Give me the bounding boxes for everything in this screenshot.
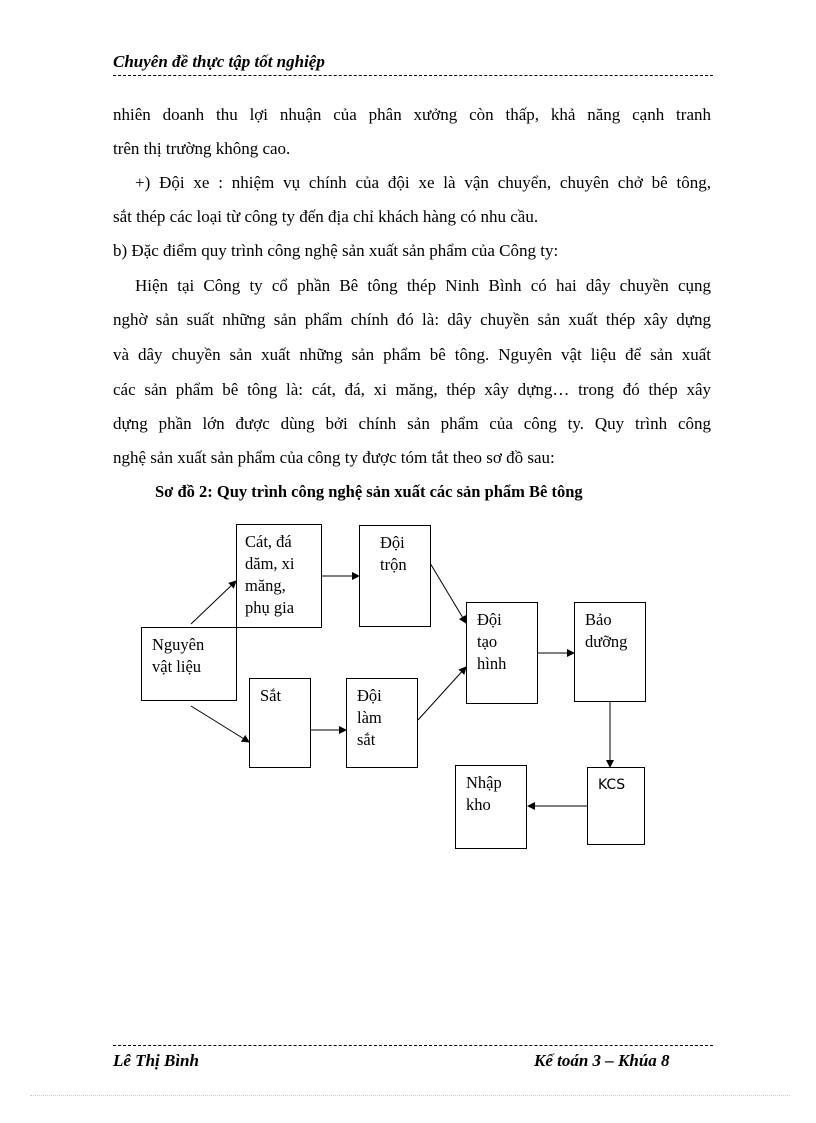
footer-class: Kế toán 3 – Khúa 8 (534, 1051, 670, 1070)
node-text: sắt (357, 730, 376, 749)
arrow-nvl-to-sat (191, 706, 249, 742)
node-text: Đội (357, 686, 382, 705)
body-line: sắt thép các loại từ công ty đến địa chỉ khách hàng có nhu cầu. (113, 207, 539, 226)
node-text: trộn (380, 555, 407, 574)
node-doi-tao-hinh (466, 602, 538, 704)
node-doi-lam-sat (346, 678, 418, 768)
node-text: hình (477, 654, 507, 673)
body-line: nghệ sản xuất sản phẩm của công ty được tóm tắt theo sơ đồ sau: (113, 448, 555, 467)
body-line: +) Đội xe : nhiệm vụ chính của đội xe là vận chuyển, chuyên chở bê tông, (135, 173, 711, 192)
body-line: trên thị trường không cao. (113, 139, 291, 158)
node-text: Sắt (260, 686, 282, 705)
body-line: Hiện tại Công ty cổ phần Bê tông thép Ninh Bình có hai dây chuyền cụng (135, 276, 711, 295)
node-text: làm (357, 708, 382, 727)
body-line: các sản phẩm bê tông là: cát, đá, xi măng, thép xây dựng… trong đó thép xây (113, 380, 711, 399)
node-text: măng, (245, 576, 286, 595)
page-bottom-edge (30, 1095, 790, 1096)
footer-divider (113, 1045, 713, 1046)
page-header-title: Chuyên đề thực tập tốt nghiệp (113, 52, 325, 71)
node-text: Đội (380, 533, 405, 552)
node-text: KCS (598, 777, 626, 793)
arrow-nvl-to-cat (191, 581, 236, 624)
arrow-tron-to-taohinh (430, 563, 466, 623)
diagram-caption: Sơ đồ 2: Quy trình công nghệ sản xuất các sản phẩm Bê tông (155, 482, 583, 501)
node-nhap-kho (455, 765, 527, 849)
node-text: Nhập (466, 773, 502, 792)
body-line: và dây chuyền sản xuất những sản phẩm bê tông. Nguyên vật liệu để sản xuất (113, 345, 711, 364)
arrow-lamsat-to-taohinh (418, 667, 466, 720)
node-text: phụ gia (245, 598, 295, 617)
body-line: nghờ sản suất những sản phẩm chính đó là: dây chuyền sản xuất thép xây dựng (113, 310, 711, 329)
node-bao-duong (574, 602, 646, 702)
node-text: Cát, đá (245, 532, 292, 551)
body-line: nhiên doanh thu lợi nhuận của phân xưởng còn thấp, khả năng cạnh tranh (113, 105, 711, 124)
node-nguyen-vat-lieu (141, 627, 237, 701)
node-text: Nguyên (152, 635, 205, 654)
node-cat-da (236, 524, 322, 628)
body-line: b) Đặc điểm quy trình công nghệ sản xuất sản phẩm của Công ty: (113, 241, 559, 260)
node-text: dưỡng (585, 632, 628, 651)
node-text: Bảo (585, 610, 612, 629)
node-text: tạo (477, 632, 498, 651)
node-text: vật liệu (152, 657, 202, 676)
body-line: dựng phần lớn được dùng bởi chính sản phẩm của công ty. Quy trình công (113, 414, 711, 433)
node-text: kho (466, 795, 491, 814)
footer-author: Lê Thị Bình (113, 1051, 199, 1070)
node-sat (249, 678, 311, 768)
node-doi-tron (359, 525, 431, 627)
node-text: dăm, xi (245, 554, 295, 573)
node-kcs (587, 767, 645, 845)
node-text: Đội (477, 610, 502, 629)
